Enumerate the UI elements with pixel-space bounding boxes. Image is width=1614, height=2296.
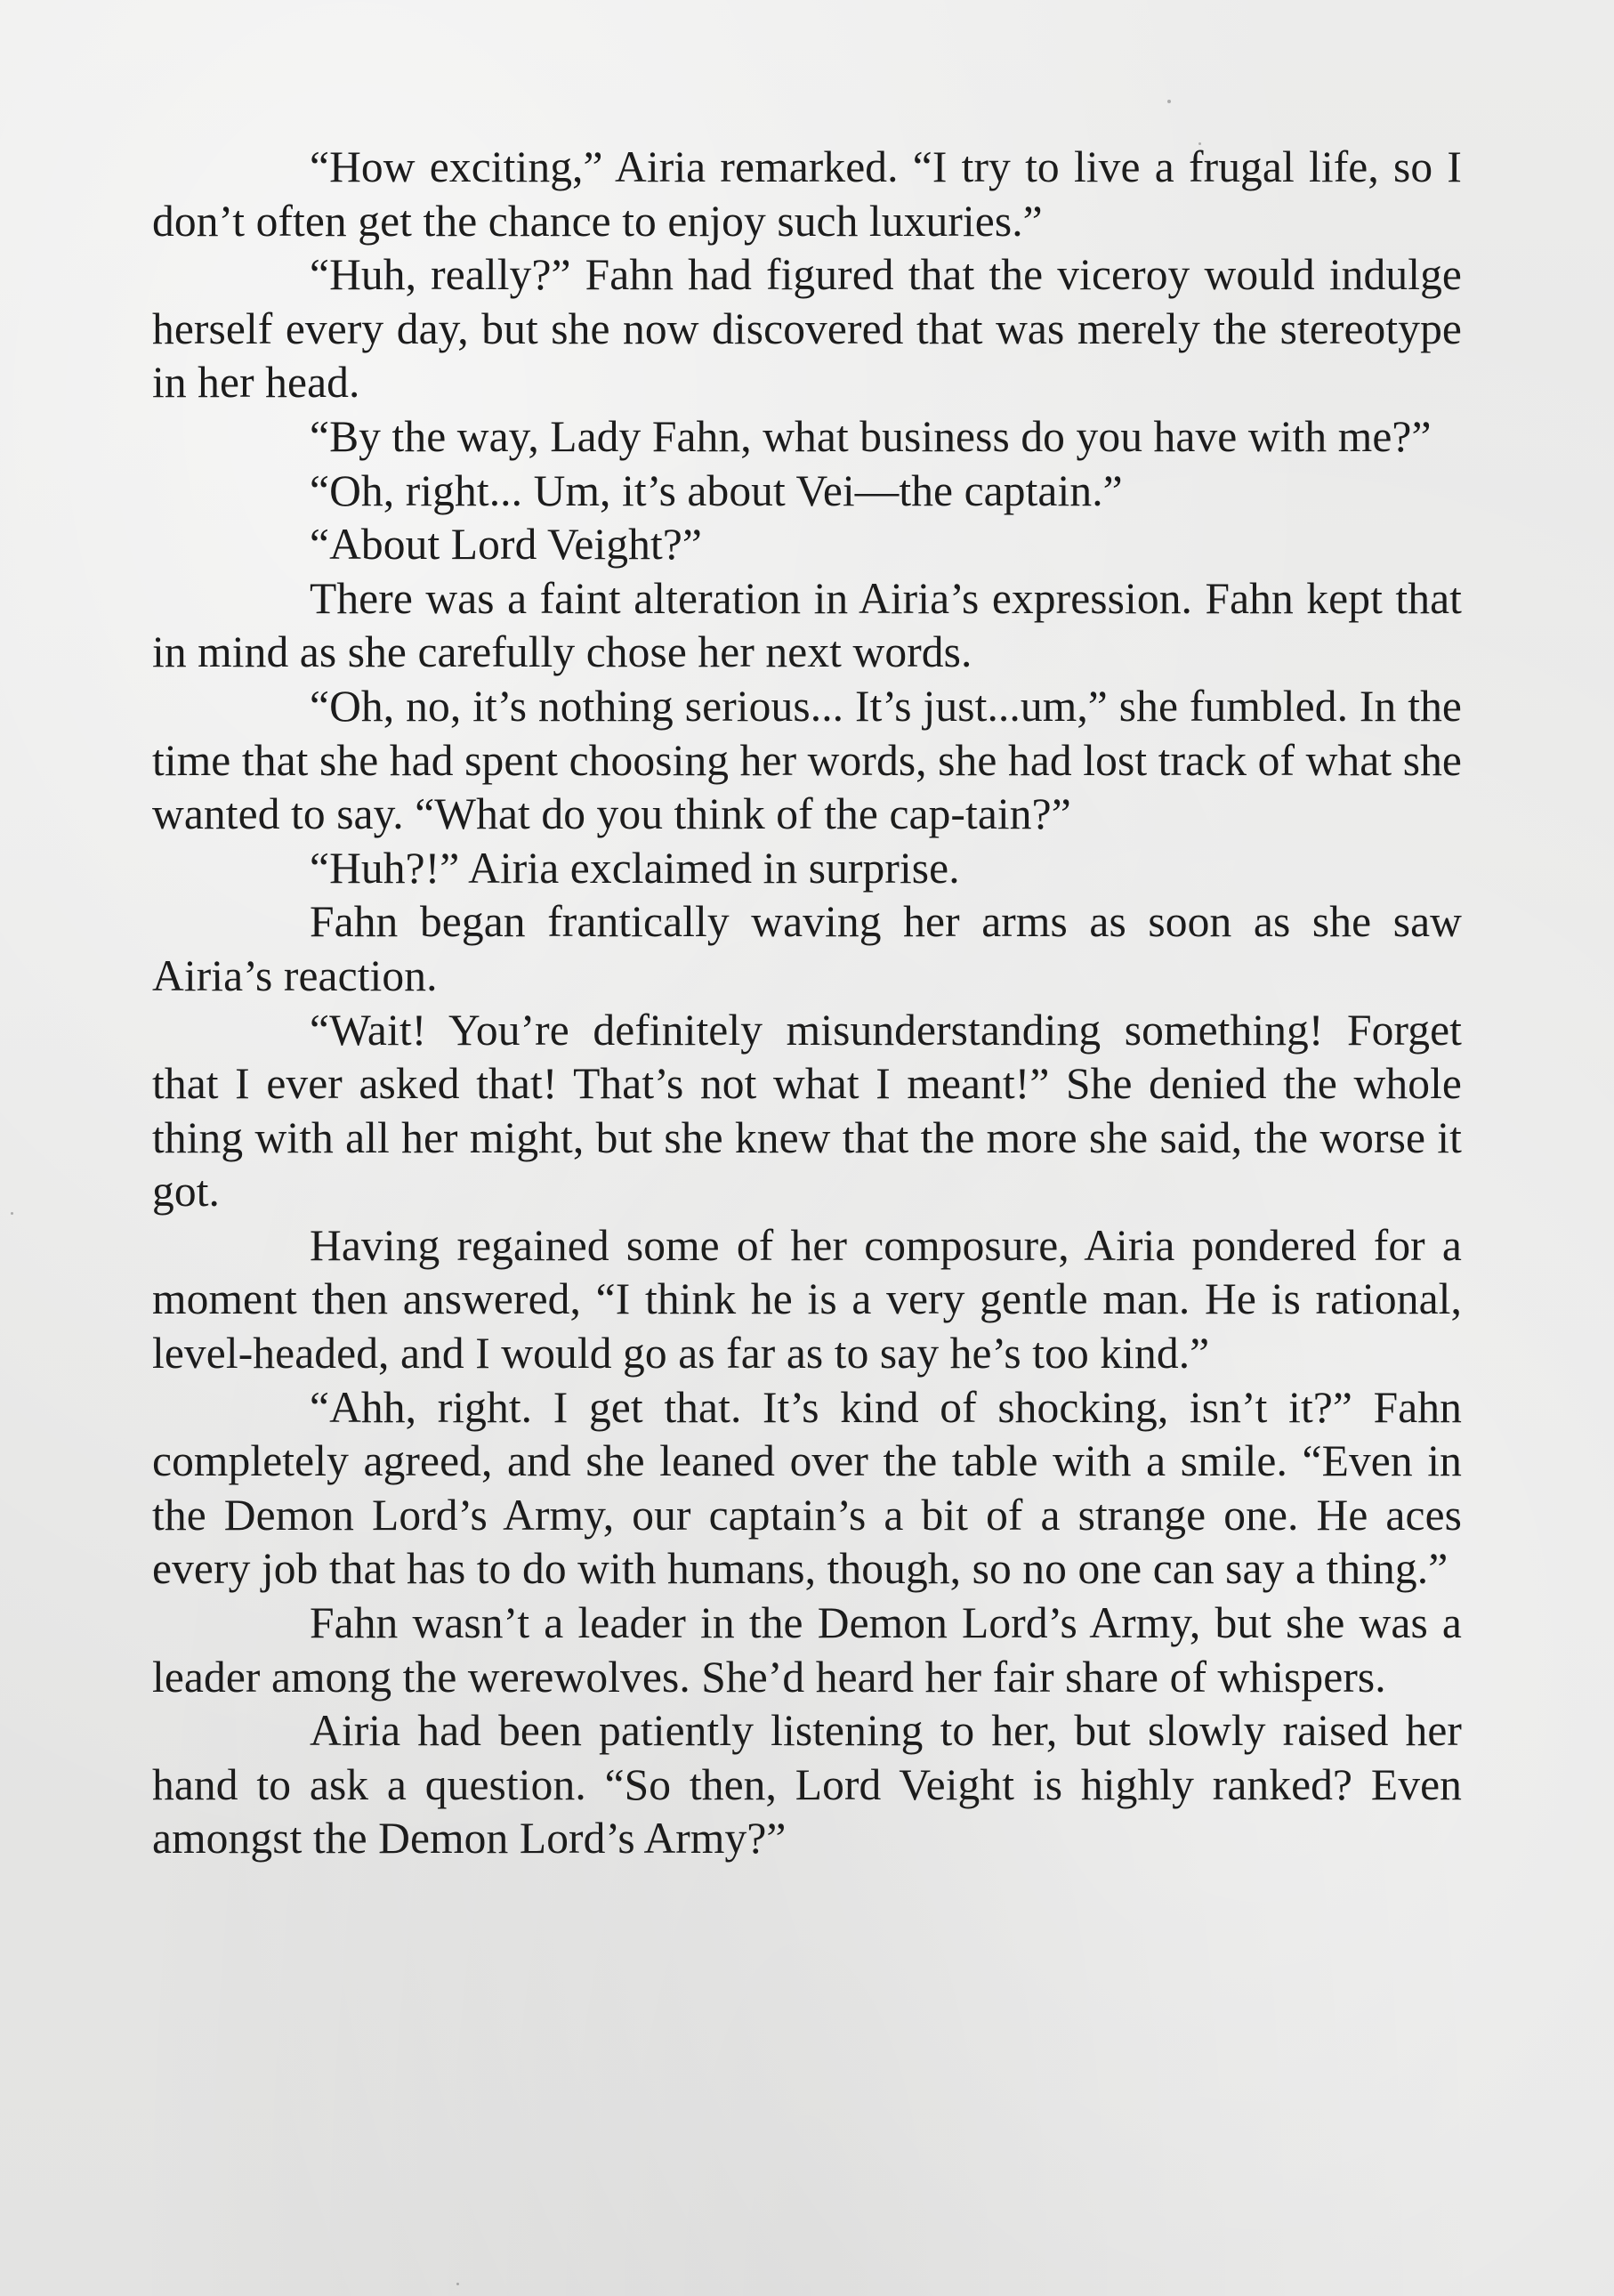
paragraph: “Wait! You’re definitely misunderstanding something! Forget that I ever asked that! That’s not what I meant!” She denied the whole thing with all her might, but she knew that the more she said, the worse it got. <box>152 1005 1462 1217</box>
paragraph: “Ahh, right. I get that. It’s kind of shocking, isn’t it?” Fahn completely agreed, and she leaned over the table with a smile. “Even in the Demon Lord’s Army, our captain’s a bit of a strange one. He aces every job that has to do with humans, though, so no one can say a thing.” <box>152 1382 1462 1594</box>
paragraph: Having regained some of her composure, Airia pondered for a moment then answered, “I think he is a very gentle man. He is rational, level-headed, and I would go as far as to say he’s too kind.” <box>152 1220 1462 1378</box>
paragraph: “Huh, really?” Fahn had figured that the viceroy would indulge herself every day, but she now discovered that was merely the stereotype in her head. <box>152 250 1462 408</box>
paragraph: “How exciting,” Airia remarked. “I try to live a frugal life, so I don’t often get the chance to enjoy such luxuries.” <box>152 142 1462 246</box>
paragraph: “Huh?!” Airia exclaimed in surprise. <box>310 843 960 893</box>
paper-speck <box>1167 100 1171 103</box>
paragraph: Fahn began frantically waving her arms as soon as she saw Airia’s reaction. <box>152 897 1462 1000</box>
body-text <box>152 141 1462 1866</box>
paragraph: “By the way, Lady Fahn, what business do you have with me?” <box>310 411 1432 461</box>
paper-speck <box>456 2283 459 2285</box>
paragraph: “About Lord Veight?” <box>310 520 702 570</box>
paragraph: “Oh, right... Um, it’s about Vei—the captain.” <box>310 465 1123 515</box>
paragraph: Airia had been patiently listening to her, but slowly raised her hand to ask a question. “So then, Lord Veight is highly ranked? Even amongst the Demon Lord’s Army?” <box>152 1706 1462 1863</box>
paragraph: “Oh, no, it’s nothing serious... It’s just...um,” she fumbled. In the time that she had spent choosing her words, she had lost track of what she wanted to say. “What do you think of the cap-tain?” <box>152 681 1462 839</box>
paper-speck <box>11 1212 13 1215</box>
paragraph: There was a faint alteration in Airia’s expression. Fahn kept that in mind as she carefully chose her next words. <box>152 573 1462 677</box>
paragraph: Fahn wasn’t a leader in the Demon Lord’s Army, but she was a leader among the werewolves. She’d heard her fair share of whispers. <box>152 1598 1462 1702</box>
